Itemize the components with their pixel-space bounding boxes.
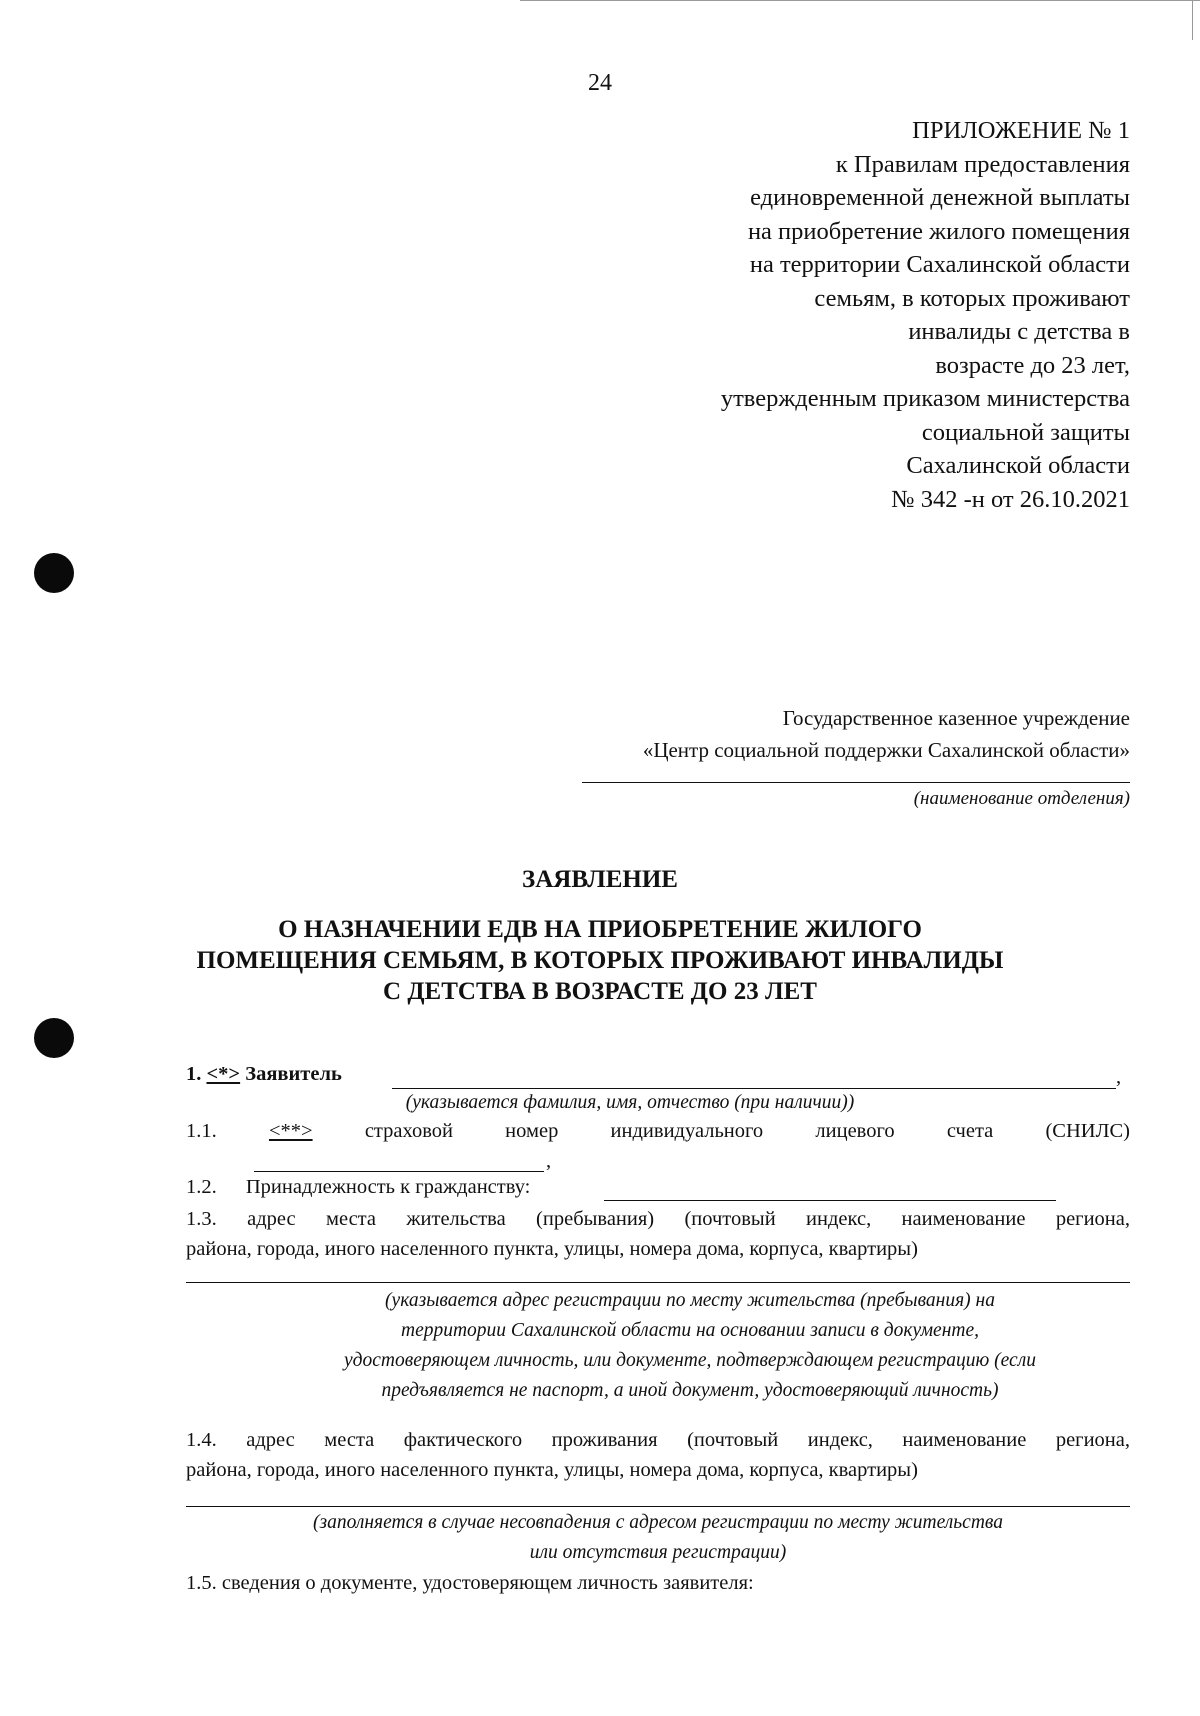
punch-hole-2 xyxy=(34,1018,74,1058)
residence-line-2: района, города, иного населенного пункта, улицы, номера дома, корпуса, квартиры) xyxy=(186,1238,918,1260)
appendix-line: ПРИЛОЖЕНИЕ № 1 xyxy=(912,117,1130,144)
punch-hole-1 xyxy=(34,553,74,593)
institution-block xyxy=(643,702,1130,766)
footnote-ref: <**> xyxy=(268,1120,313,1142)
appendix-line: на приобретение жилого помещения xyxy=(747,217,1130,245)
section-number: 1.2. xyxy=(186,1176,217,1198)
institution-line-2: «Центр социальной поддержки Сахалинской области» xyxy=(642,738,1130,762)
footnote-ref: <*> xyxy=(206,1063,241,1085)
appendix-header xyxy=(721,114,1130,516)
scan-frame-top xyxy=(520,0,1200,1)
appendix-line: к Правилам предоставления xyxy=(835,150,1130,178)
snils-word: лицевого xyxy=(815,1120,895,1142)
snils-word: индивидуального xyxy=(610,1120,764,1142)
citizenship-field[interactable] xyxy=(604,1200,1056,1201)
institution-line-1: Государственное казенное учреждение xyxy=(782,706,1130,730)
subtitle-line-1: О НАЗНАЧЕНИИ ЕДВ НА ПРИОБРЕТЕНИЕ ЖИЛОГО xyxy=(278,916,922,943)
appendix-line: Сахалинской области xyxy=(906,452,1130,479)
section-number: 1.1. xyxy=(186,1120,217,1142)
applicant-comma: , xyxy=(1116,1066,1122,1088)
department-field[interactable] xyxy=(582,782,1130,783)
appendix-line: возрасте до 23 лет, xyxy=(935,351,1130,379)
snils-word: номер xyxy=(505,1120,559,1142)
snils-row xyxy=(186,1120,1130,1143)
citizenship-row xyxy=(186,1176,530,1199)
appendix-line: социальной защиты xyxy=(921,418,1130,446)
applicant-label: Заявитель xyxy=(245,1063,342,1085)
department-caption: (наименование отделения) xyxy=(913,788,1130,809)
actual-line-1: 1.4. адрес места фактического проживания (почтовый индекс, наименование региона, xyxy=(186,1429,1130,1451)
residence-caption-line: предъявляется не паспорт, а иной документ, удостоверяющий личность) xyxy=(381,1380,999,1401)
snils-word: (СНИЛС) xyxy=(1045,1120,1130,1142)
appendix-line: единовременной денежной выплаты xyxy=(750,184,1130,211)
snils-field[interactable] xyxy=(254,1171,544,1172)
appendix-line: № 342 -н от 26.10.2021 xyxy=(891,485,1130,513)
snils-comma: , xyxy=(546,1150,552,1172)
residence-line-1: 1.3. адрес места жительства (пребывания) (почтовый индекс, наименование региона, xyxy=(186,1208,1130,1230)
residence-address-label xyxy=(186,1204,1130,1264)
residence-caption-line: (указывается адрес регистрации по месту жительства (пребывания) на xyxy=(385,1290,995,1311)
appendix-line: инвалиды с детства в xyxy=(908,318,1130,345)
applicant-row xyxy=(186,1063,342,1086)
appendix-line: семьям, в которых проживают xyxy=(814,284,1130,312)
subtitle-line-3: С ДЕТСТВА В ВОЗРАСТЕ ДО 23 ЛЕТ xyxy=(383,978,817,1005)
actual-caption-line: (заполняется в случае несовпадения с адресом регистрации по месту жительства xyxy=(313,1512,1003,1533)
document-title: ЗАЯВЛЕНИЕ xyxy=(522,866,678,893)
residence-address-field[interactable] xyxy=(186,1282,1130,1283)
snils-word: страховой xyxy=(364,1120,453,1142)
actual-address-field[interactable] xyxy=(186,1506,1130,1507)
applicant-caption: (указывается фамилия, имя, отчество (при наличии)) xyxy=(405,1092,855,1113)
subtitle-line-2: ПОМЕЩЕНИЯ СЕМЬЯМ, В КОТОРЫХ ПРОЖИВАЮТ ИНВАЛИДЫ xyxy=(196,947,1004,974)
actual-caption-line: или отсутствия регистрации) xyxy=(529,1542,787,1563)
document-subtitle xyxy=(0,914,1200,1007)
snils-word: счета xyxy=(946,1120,994,1142)
applicant-name-field[interactable] xyxy=(392,1088,1116,1089)
actual-address-label xyxy=(186,1425,1130,1485)
identity-document-label: 1.5. сведения о документе, удостоверяющем личность заявителя: xyxy=(186,1572,754,1594)
citizenship-label: Принадлежность к гражданству: xyxy=(245,1176,531,1198)
actual-caption xyxy=(186,1508,1130,1568)
actual-line-2: района, города, иного населенного пункта, улицы, номера дома, корпуса, квартиры) xyxy=(186,1459,918,1481)
appendix-line: утвержденным приказом министерства xyxy=(720,385,1130,412)
residence-caption-line: удостоверяющем личность, или документе, подтверждающем регистрацию (если xyxy=(344,1350,1036,1371)
residence-caption-line: территории Сахалинской области на основании записи в документе, xyxy=(400,1320,979,1341)
section-number: 1. xyxy=(186,1063,202,1085)
scan-frame-right xyxy=(1192,0,1193,40)
residence-caption xyxy=(250,1286,1130,1406)
appendix-line: на территории Сахалинской области xyxy=(749,251,1130,278)
page-number: 24 xyxy=(588,70,612,96)
